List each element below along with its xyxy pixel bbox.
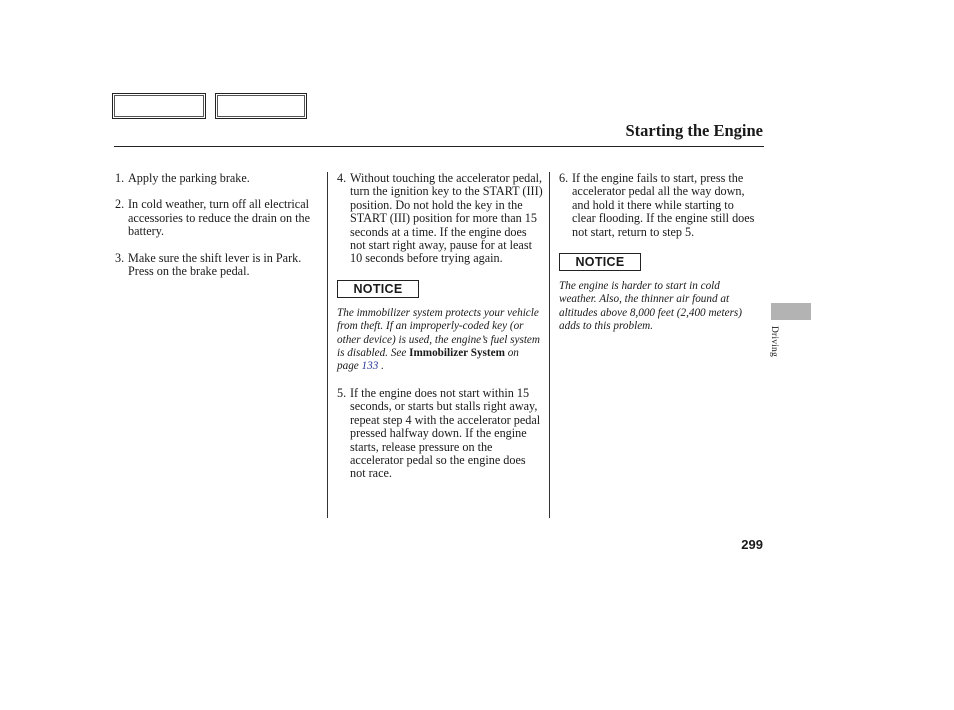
step-number: 3. <box>115 250 125 265</box>
step-rest: 15 seconds, or starts but stalls right away, repeat step 4 with the accelerator pedal pressed halfway down. If the engine starts, release pressure on the accelerator pedal so the engine does not race. <box>350 385 541 481</box>
step-line: If the engine fails to start, press <box>572 171 726 185</box>
step-number: 4. <box>337 171 347 185</box>
column-2 <box>337 172 543 481</box>
nav-box-previous[interactable] <box>112 93 206 119</box>
step-rest: the accelerator pedal all the way down, and hold it there while starting to clear flooding. If the engine still does not start, return to step 5. <box>572 171 755 239</box>
page-link[interactable]: 133 <box>361 360 379 373</box>
step-number: 2. <box>115 197 125 212</box>
step-text <box>350 172 543 266</box>
step-1 <box>115 172 315 185</box>
column-divider <box>549 172 550 518</box>
step-4 <box>337 172 543 266</box>
step-text <box>128 198 315 238</box>
step-number: 1. <box>115 171 125 185</box>
notice-ref-suffix: . <box>381 360 384 373</box>
notice-reference: Immobilizer System <box>409 347 505 360</box>
notice-block <box>559 253 759 271</box>
cold-weather-notice: The engine is harder to start in cold weather. Also, the thinner air found at altitudes above 8,000 feet (2,400 meters) adds to this problem. <box>559 280 742 333</box>
notice-ref-prefix: on page <box>337 347 519 373</box>
step-rest: electrical accessories to reduce the drain on the battery. <box>128 197 311 239</box>
step-5 <box>337 387 543 481</box>
column-1 <box>115 172 315 278</box>
step-text <box>350 387 543 481</box>
notice-block <box>337 280 543 298</box>
notice-badge: NOTICE <box>559 253 641 271</box>
step-line: Without touching the accelerator <box>350 171 510 185</box>
section-tab[interactable] <box>771 303 811 320</box>
step-2 <box>115 198 315 238</box>
step-text <box>128 252 315 279</box>
step-number: 6. <box>559 171 569 185</box>
step-line: Apply the parking brake. <box>128 171 250 185</box>
nav-box-next[interactable] <box>215 93 307 119</box>
column-divider <box>327 172 328 518</box>
page-title: Starting the Engine <box>625 121 763 140</box>
step-line: If the engine does not start within <box>350 385 514 400</box>
step-text <box>572 172 759 239</box>
step-rest: Park. Press on the brake pedal. <box>128 250 302 279</box>
step-number: 5. <box>337 385 347 400</box>
immobilizer-notice <box>337 307 543 374</box>
notice-text: The immobilizer system protects your vehicle from theft. If an improperly-coded key (or other device) is used, the engine’s fuel system is disabled. See <box>337 306 540 360</box>
page-number: 299 <box>741 537 763 552</box>
step-6 <box>559 172 759 239</box>
notice-badge: NOTICE <box>337 280 419 298</box>
header-rule <box>114 146 764 147</box>
step-line: In cold weather, turn off all <box>128 197 262 212</box>
step-line: Make sure the shift lever is in <box>128 250 273 265</box>
section-label: Driving <box>769 326 779 357</box>
column-3 <box>559 172 759 334</box>
step-text <box>128 172 315 185</box>
step-3 <box>115 252 315 279</box>
step-rest: pedal, turn the ignition key to the START (III) position. Do not hold the key in the START (III) position for more than 15 seconds at a time. If the engine does not start right away, pause for at least 10 seconds before trying again. <box>350 171 543 266</box>
